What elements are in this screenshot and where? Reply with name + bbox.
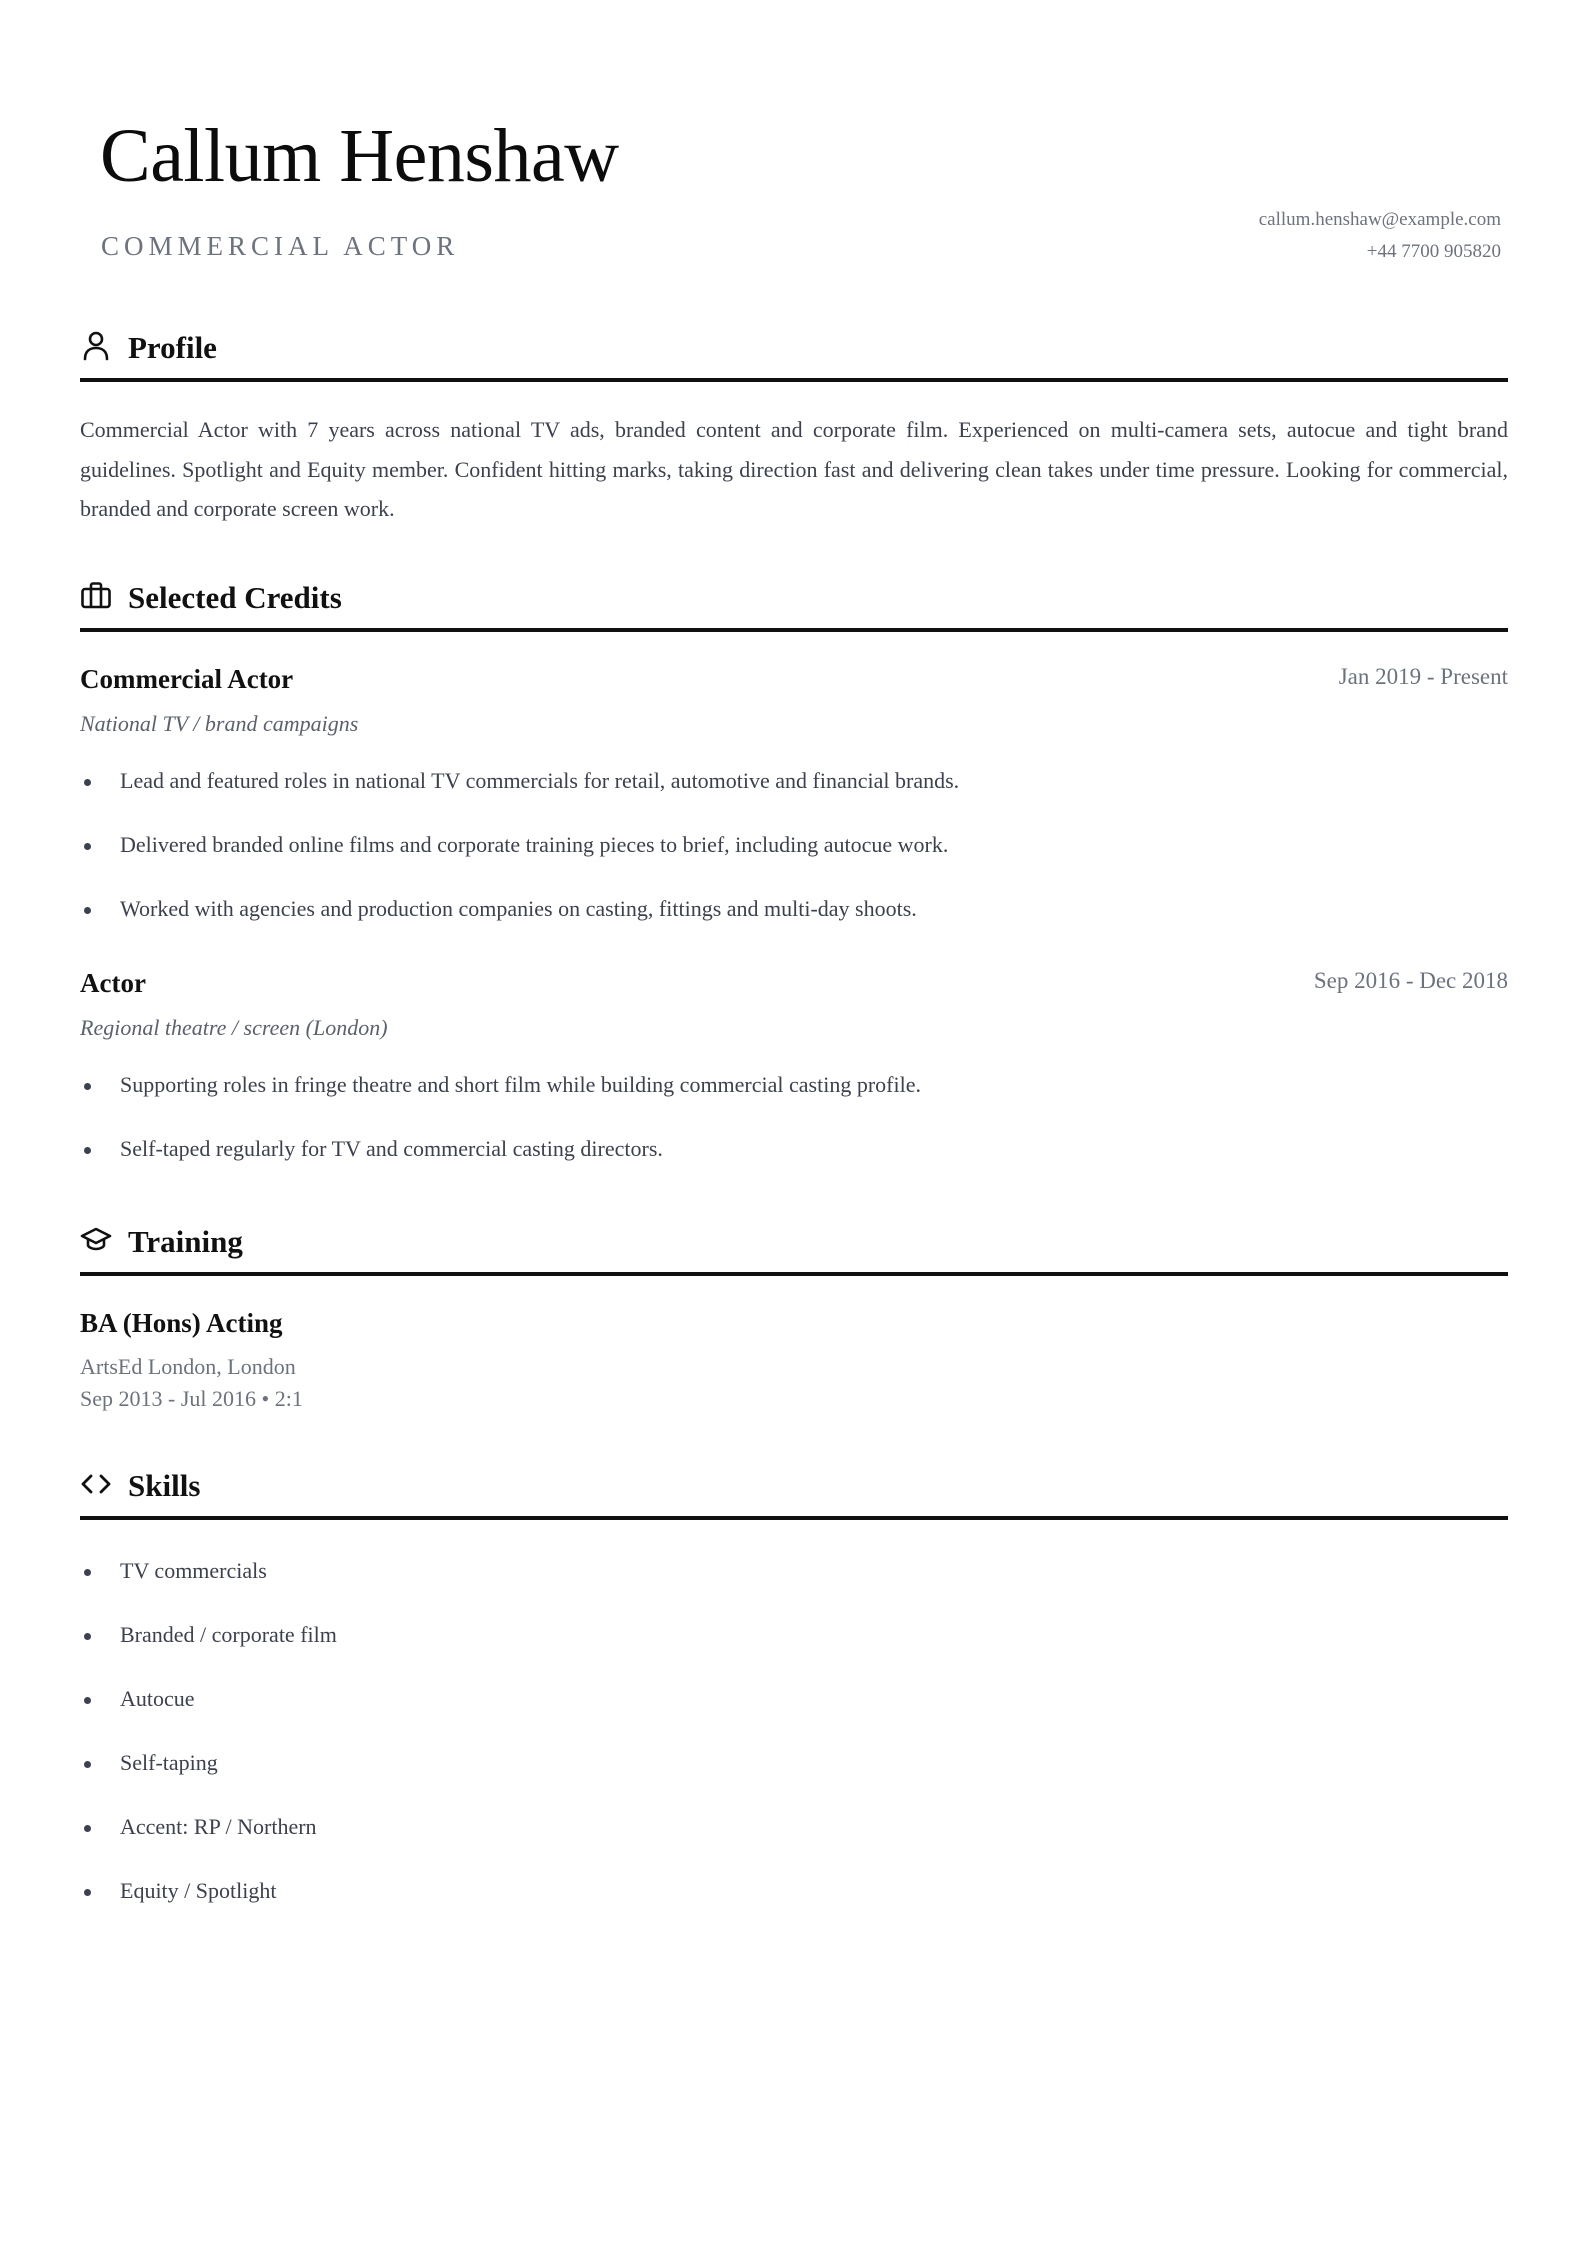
profile-heading: Profile bbox=[128, 330, 217, 365]
list-item bbox=[80, 1069, 1508, 1133]
contact-email[interactable]: callum.henshaw@example.com bbox=[1258, 209, 1501, 230]
profile-summary: Commercial Actor with 7 years across national TV ads, branded content and corporate film. Experienced on multi-camera sets, autocue and tight brand guidelines. Spotlight and Equity member. Confident hitting marks, taking direction fast and delivering clean takes under time pressure. Looking for commercial, branded and corporate screen work. bbox=[80, 417, 1508, 521]
bullet-dot bbox=[84, 843, 91, 850]
list-item bbox=[80, 765, 1508, 829]
skills-section-header bbox=[80, 1466, 1508, 1520]
bullet-text: Lead and featured roles in national TV commercials for retail, automotive and financial brands. bbox=[120, 768, 960, 793]
credit-dates: Sep 2016 - Dec 2018 bbox=[1313, 968, 1508, 993]
list-item bbox=[80, 829, 1508, 893]
bullet-dot bbox=[84, 1697, 91, 1704]
bullet-text: Delivered branded online films and corporate training pieces to brief, including autocue work. bbox=[120, 832, 949, 857]
bullet-dot bbox=[84, 1761, 91, 1768]
bullet-text: Self-taped regularly for TV and commercial casting directors. bbox=[120, 1136, 663, 1161]
list-item bbox=[80, 1619, 1508, 1683]
degree-title: BA (Hons) Acting bbox=[80, 1308, 283, 1338]
skills-list bbox=[80, 1555, 1508, 1939]
training-section-header bbox=[80, 1222, 1508, 1276]
school-name: ArtsEd London, London bbox=[80, 1354, 296, 1379]
degree-details: Sep 2013 - Jul 2016 • 2:1 bbox=[80, 1386, 303, 1411]
list-item bbox=[80, 1811, 1508, 1875]
skill-text: Autocue bbox=[120, 1686, 195, 1711]
contact-phone[interactable]: +44 7700 905820 bbox=[1366, 241, 1501, 262]
bullet-dot bbox=[84, 907, 91, 914]
bullet-text: Supporting roles in fringe theatre and short film while building commercial casting profile. bbox=[120, 1072, 921, 1097]
bullet-dot bbox=[84, 1825, 91, 1832]
list-item bbox=[80, 893, 1508, 957]
bullet-dot bbox=[84, 1569, 91, 1576]
person-icon bbox=[80, 330, 112, 362]
credit-subtitle: National TV / brand campaigns bbox=[80, 711, 359, 736]
list-item bbox=[80, 1747, 1508, 1811]
list-item bbox=[80, 1875, 1508, 1939]
credit-title: Actor bbox=[80, 968, 146, 998]
bullet-dot bbox=[84, 1889, 91, 1896]
training-heading: Training bbox=[128, 1224, 243, 1259]
skill-text: Self-taping bbox=[120, 1750, 218, 1775]
skill-text: TV commercials bbox=[120, 1558, 267, 1583]
bullet-text: Worked with agencies and production companies on casting, fittings and multi-day shoots. bbox=[120, 896, 917, 921]
skill-text: Branded / corporate film bbox=[120, 1622, 337, 1647]
candidate-name: Callum Henshaw bbox=[100, 114, 619, 198]
briefcase-icon bbox=[80, 580, 112, 612]
credits-heading: Selected Credits bbox=[128, 580, 342, 615]
bullet-dot bbox=[84, 1633, 91, 1640]
credits-section-header bbox=[80, 578, 1508, 632]
code-icon bbox=[80, 1468, 112, 1500]
credit-dates: Jan 2019 - Present bbox=[1338, 664, 1508, 689]
skills-heading: Skills bbox=[128, 1468, 201, 1503]
graduation-cap-icon bbox=[80, 1224, 112, 1256]
contact-block bbox=[1259, 204, 1501, 268]
list-item bbox=[80, 1133, 1508, 1197]
bullet-dot bbox=[84, 1083, 91, 1090]
credit-bullets bbox=[80, 1069, 1508, 1197]
list-item bbox=[80, 1683, 1508, 1747]
bullet-dot bbox=[84, 1147, 91, 1154]
list-item bbox=[80, 1555, 1508, 1619]
credit-title: Commercial Actor bbox=[80, 664, 294, 694]
candidate-role: COMMERCIAL ACTOR bbox=[101, 231, 460, 261]
credit-subtitle: Regional theatre / screen (London) bbox=[80, 1015, 388, 1040]
credit-bullets bbox=[80, 765, 1508, 957]
skill-text: Equity / Spotlight bbox=[120, 1878, 277, 1903]
bullet-dot bbox=[84, 779, 91, 786]
profile-section-header bbox=[80, 328, 1508, 382]
skill-text: Accent: RP / Northern bbox=[120, 1814, 317, 1839]
